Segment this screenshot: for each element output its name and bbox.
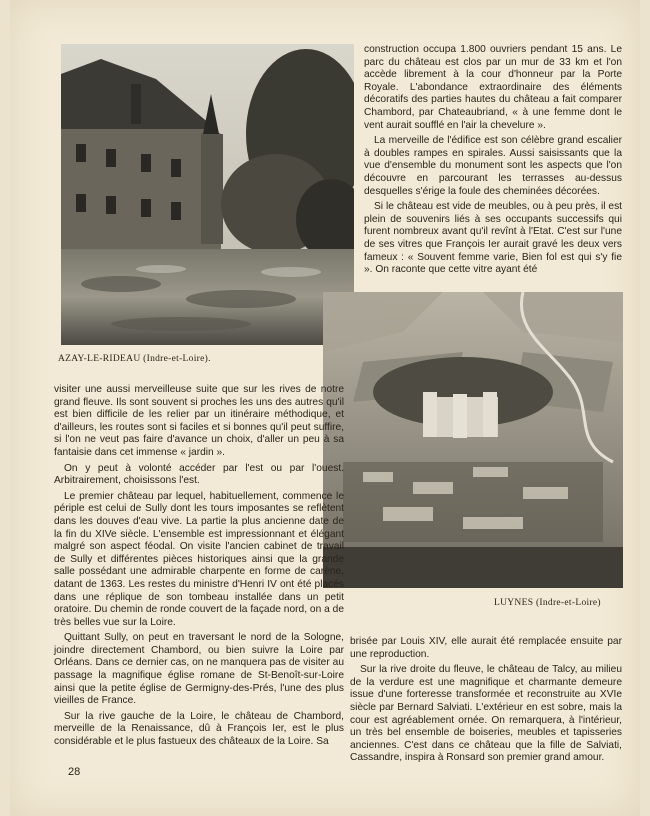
paragraph: Le premier château par lequel, habituellement, commence le périple est celui de Sully dont les tours imposantes se reflètent dans les douves d'eau vive. La partie la plus ancienne date de la fin du XIVe siècle. L'ensemble est impressionnant et élégant malgré son aspect féodal. On visite l'ancien cabinet de travail de Sully et différentes pièces historiques ainsi que la grande salle possédant une admirable charpente en forme de carène, datant de 1363. Les restes du ministre d'Henri IV ont été placés dans une réplique de son tombeau installée dans un petit oratoire. Du chemin de ronde couvert de la façade nord, on a de très belles vue sur la Loire. [54, 490, 344, 628]
paragraph: visiter une aussi merveilleuse suite que sur les rives de notre grand fleuve. Ils sont souvent si proches les uns des autres qu'il est bien difficile de les relier par un itinéraire méthodique, et d'ailleurs, les routes sont si faciles et si bonnes qu'il peut suffire, si l'on ne veut pas faire d'avance un choix, d'aller un peu à sa fantaisie dans cet immense « jardin ». [54, 384, 344, 458]
azay-caption: AZAY-LE-RIDEAU (Indre-et-Loire). [58, 354, 211, 364]
paragraph: Si le château est vide de meubles, ou à peu près, il est plein de souvenirs liés à ses occupants successifs qui furent nombreux avant qu'il revînt à l'Etat. C'est sur l'une de ses vitres que François Ier aurait gravé les deux vers fameux : « Souvent femme varie, Bien fol est qui s'y fie ». On raconte que cette vitre ayant été [364, 201, 622, 276]
paragraph: Quittant Sully, on peut en traversant le nord de la Sologne, joindre directement Chambord, ou bien suivre la Loire par Orléans. Dans ce dernier cas, on ne manquera pas de visiter au passage la magnifique église romane de St-Benoît-sur-Loire ainsi que la petite église de Germigny-des-Prés, l'une des plus vieilles de France. [54, 632, 344, 707]
paragraph: brisée par Louis XIV, elle aurait été remplacée ensuite par une reproduction. [350, 636, 622, 660]
right-column-bottom-text [350, 636, 622, 768]
paragraph: On y peut à volonté accéder par l'est ou par l'ouest. Arbitrairement, choisissons l'est. [54, 462, 344, 487]
paragraph: La merveille de l'édifice est son célèbre grand escalier à doubles rampes en spirales. Aussi saisissants que la vue d'ensemble du monument sont les aspects que l'on découvre en parcourant les terrasses au-dessus desquelles s'érige la foule des cheminées décorées. [364, 135, 622, 197]
page-number: 28 [68, 766, 81, 778]
paragraph: construction occupa 1.800 ouvriers pendant 15 ans. Le parc du château est clos par un mur de 33 km et l'on accède librement à la cour d'honneur par la Porte Royale. L'abondance extraordinaire des éléments décoratifs des parties hautes du château a fait comparer Chambord, par Chateaubriand, « à une femme dont le vent aurait soufflé en l'air la chevelure ». [364, 44, 622, 131]
right-column-top-text [364, 44, 622, 280]
azay-le-rideau-photo [61, 44, 354, 345]
luynes-caption: LUYNES (Indre-et-Loire) [494, 598, 601, 608]
paragraph: Sur la rive gauche de la Loire, le château de Chambord, merveille de la Renaissance, dû à François Ier, est le plus considérable et le plus fastueux des châteaux de la Loire. Sa [54, 710, 344, 748]
left-column-text [54, 384, 344, 752]
paragraph: Sur la rive droite du fleuve, le château de Talcy, au milieu de la verdure est une magnifique et charmante demeure issue d'une forteresse transformée et reconstruite au XVIe siècle par Bernard Salviati. L'extérieur en est sobre, mais la cour est agréablement ornée. On remarquera, à l'intérieur, un très bel ensemble de boiseries, meubles et tapisseries anciennes. C'est dans ce château que la fille de Salviati, Cassandre, inspira à Ronsard son premier grand amour. [350, 664, 622, 764]
luynes-aerial-photo [323, 292, 623, 588]
magazine-page [10, 0, 640, 816]
